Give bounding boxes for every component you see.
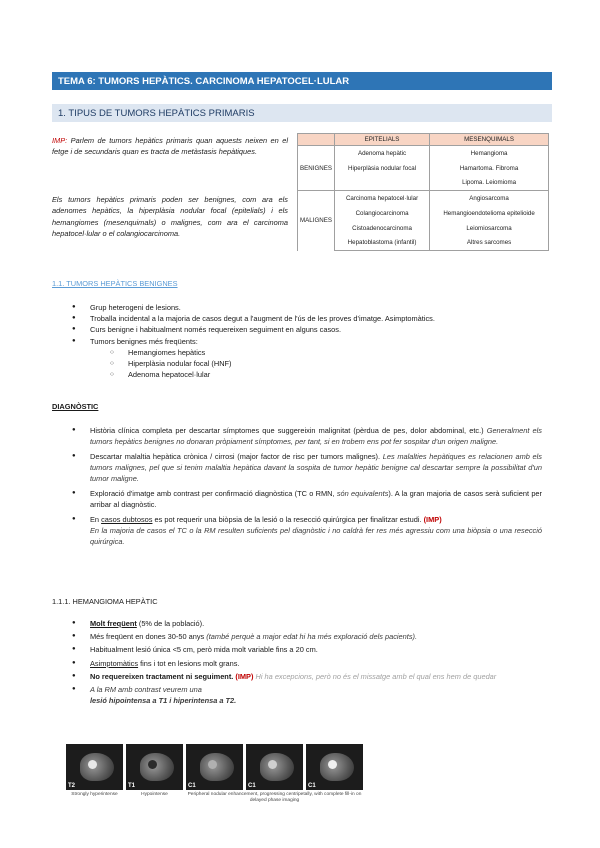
list-item: ● Curs benigne i habitualment només requereixen seguiment en alguns casos. [72,324,435,335]
table-cell: Adenoma hepàtic [334,146,429,161]
diagnosis-heading: DIAGNÒSTIC [52,402,99,411]
intro-paragraph-2: Els tumors hepàtics primaris poden ser benignes, com ara els adenomes hepàtics, la hiperplàsia nodular focal (epitelials) i els hemangiomes (mesenquimals) o malignes, com ara el carcinoma hepatocel·lular o el colangiocarcinoma. [52,195,288,238]
mri-image: T1 [126,744,183,790]
imp-tag: IMP: [52,136,68,145]
table-cell: Altres sarcomes [430,236,549,251]
list-item: ● Més freqüent en dones 30-50 anys (també perquè a major edat hi ha més exploració dels pacients). [72,631,542,642]
mri-caption: Strongly hyperintense [71,792,118,797]
group-benign: BENIGNES [298,146,335,191]
list-item: ● Descartar malaltia hepàtica crònica / cirrosi (major factor de risc per tumors malignes). Les malalties hepàtiques es relacionen amb els tumors malignes, pel que si tenim malaltia hepàtica davant la sospita de tumor hepàtic benigne cal descartar sempre la possibilitat d'un tumor maligne. [72,451,542,485]
list-item: ● Exploració d'imatge amb contrast per confirmació diagnòstica (TC o RMN, són equivalents). A la gran majoria de casos serà suficient per arribar al diagnòstic. [72,488,542,510]
list-item: ● A la RM amb contrast veurem una lesió hipointensa a T1 i hiperintensa a T2. [72,684,542,706]
table-cell: Hepatoblastoma (infantil) [334,236,429,251]
list-item: ● En casos dubtosos es pot requerir una biòpsia de la lesió o la resecció quirúrgica per finalitzar estudi. (IMP) En la majoria de casos el TC o la RM resulten suficients pel diagnòstic i no caldrà fer res més agressiu com una biòpsia o una resecció quirúrgica. [72,514,542,548]
table-cell [334,176,429,191]
table-cell: Cistoadenocarcinoma [334,221,429,236]
hemangioma-list [72,618,542,708]
imp-tag: (IMP) [235,671,254,681]
list-item: ○ Adenoma hepatocel·lular [110,369,435,380]
list-item: ● Molt freqüent (5% de la població). [72,618,542,629]
table-header-mesenchymal: MESENQUIMALS [430,134,549,146]
group-malignant: MALIGNES [298,191,335,251]
table-cell: Hamartoma. Fibroma [430,161,549,176]
table-cell: Colangiocarcinoma [334,206,429,221]
list-item: ● Tumors benignes més freqüents: ○ Hemangiomes hepàtics ○ Hiperplàsia nodular focal (HNF) ○ Adenoma hepatocel·lular [72,336,435,381]
hemangioma-heading: 1.1.1. HEMANGIOMA HEPÀTIC [52,597,158,606]
mri-image: C1 [186,744,243,790]
benign-list [72,302,435,380]
benign-tumors-heading: 1.1. TUMORS HEPÀTICS BENIGNES [52,279,178,288]
section-heading: 1. TIPUS DE TUMORS HEPÀTICS PRIMARIS [52,104,552,122]
list-item: ○ Hiperplàsia nodular focal (HNF) [110,358,435,369]
intro-paragraph-1: IMP: Parlem de tumors hepàtics primaris quan aquests neixen en el fetge i de secundaris quan es tracta de metàstasis hepàtiques. [52,136,288,157]
table-header-epithelial: EPITELIALS [334,134,429,146]
tumor-classification-table [297,133,549,251]
list-item: ● Troballa incidental a la majoria de casos degut a l'augment de l'ús de les proves d'imatge. Asimptomàtics. [72,313,435,324]
table-header-corner [298,134,335,146]
page-title: TEMA 6: TUMORS HEPÀTICS. CARCINOMA HEPATOCEL·LULAR [52,72,552,90]
table-cell: Hiperplàsia nodular focal [334,161,429,176]
list-item: ● No requereixen tractament ni seguiment. (IMP) Hi ha excepcions, però no és el missatge amb el qual ens hem de quedar [72,671,542,682]
list-item: ● Història clínica completa per descartar símptomes que suggereixin malignitat (pèrdua de pes, dolor abdominal, etc.) Generalment els tumors hepàtics benignes no donaran pròpiament símptomes, per tant, si en trobem ens pot fer sospitar d'un origen maligne. [72,425,542,447]
table-cell: Hemangioendotelioma epitelioide [430,206,549,221]
table-cell: Hemangioma [430,146,549,161]
imp-tag: (IMP) [423,514,442,524]
mri-image: T2 [66,744,123,790]
mri-image: C1 [246,744,303,790]
list-item: ○ Hemangiomes hepàtics [110,347,435,358]
list-item: ● Habitualment lesió única <5 cm, però mida molt variable fins a 20 cm. [72,644,542,655]
table-cell: Angiosarcoma [430,191,549,206]
list-item: ● Asimptomàtics fins i tot en lesions molt grans. [72,658,542,669]
frequent-tumors-list [110,347,435,381]
mri-image-strip [66,744,363,790]
mri-caption: Peripheral nodular enhancement, progressing centripetally, with complete fill-in on delayed phase imaging [187,792,362,803]
diagnosis-list [72,425,542,551]
mri-image: C1 [306,744,363,790]
table-cell: Carcinoma hepatocel·lular [334,191,429,206]
mri-caption: Hypointense [141,792,168,797]
table-cell: Leiomiosarcoma [430,221,549,236]
table-cell: Lipoma. Leiomioma [430,176,549,191]
list-item: ● Grup heterogeni de lesions. [72,302,435,313]
